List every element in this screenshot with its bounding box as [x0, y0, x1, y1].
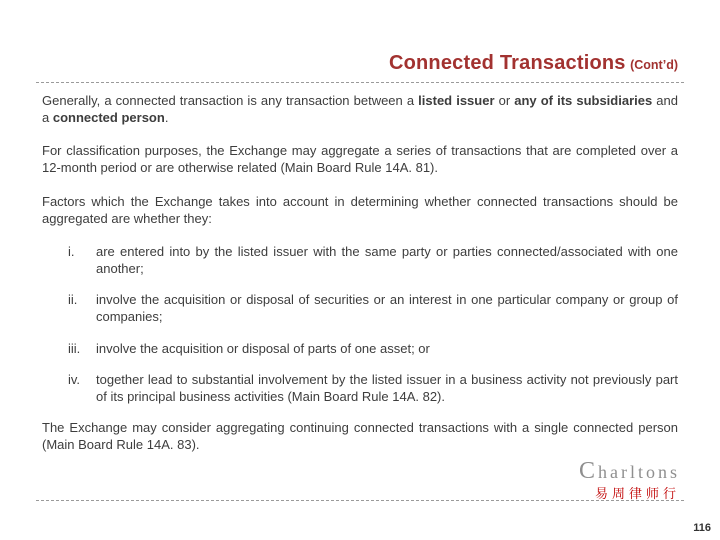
list-item [68, 340, 678, 357]
list-item-number: iii. [68, 340, 81, 356]
list-item-text: together lead to substantial involvement by the listed issuer in a business activity not previously part of its principal business activities (Main Board Rule 14A. 82). [96, 371, 678, 404]
list-item-text: involve the acquisition or disposal of parts of one asset; or [96, 340, 430, 356]
list-item [68, 243, 678, 277]
slide-header [42, 52, 678, 75]
factors-paragraph: Factors which the Exchange takes into account in determining whether connected transactions should be aggregated are whether they: [42, 193, 678, 226]
footer-divider [36, 500, 684, 501]
page-number: 116 [693, 522, 711, 534]
intro-paragraph [42, 92, 678, 126]
intro-segment-bold: connected person [52, 110, 165, 126]
closing-paragraph: The Exchange may consider aggregating continuing connected transactions with a single connected person (Main Board Rule 14A. 83). [42, 420, 678, 453]
intro-segment: Generally, a connected transaction is any transaction between a [42, 93, 419, 108]
charltons-logo [579, 458, 680, 502]
list-item [68, 291, 678, 325]
list-item-number: ii. [68, 292, 78, 308]
intro-segment: and a [42, 93, 678, 126]
page-title-suffix: (Cont’d) [630, 58, 678, 72]
slide-body [42, 92, 678, 453]
page-title: Connected Transactions [388, 52, 626, 74]
list-item-number: i. [68, 243, 75, 259]
list-item-text: involve the acquisition or disposal of securities or an interest in one particular company or group of companies; [96, 292, 678, 325]
logo-wordmark: Charltons [578, 458, 680, 484]
list-item [68, 371, 678, 405]
list-item-text: are entered into by the listed issuer with the same party or parties connected/associated with one another; [96, 243, 678, 277]
intro-segment: or [494, 93, 515, 108]
list-item-number: iv. [68, 371, 81, 387]
intro-segment-bold: any of its subsidiaries [514, 93, 653, 108]
intro-segment-bold: listed issuer [418, 93, 495, 108]
factors-list [68, 243, 678, 405]
logo-chinese-text: 易周律师行 [594, 486, 680, 502]
classification-paragraph: For classification purposes, the Exchange may aggregate a series of transactions that are completed over a 12-month period or are otherwise related (Main Board Rule 14A. 81). [42, 143, 678, 176]
intro-segment: . [164, 110, 169, 126]
title-divider [36, 82, 684, 83]
